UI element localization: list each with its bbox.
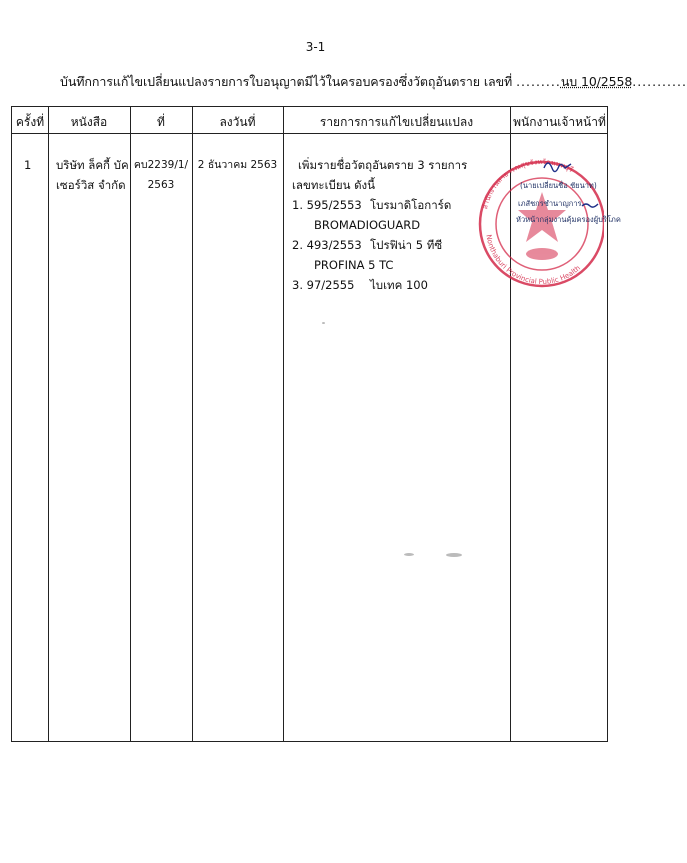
header-letter: หนังสือ bbox=[70, 115, 108, 129]
header-date: ลงวันที่ bbox=[219, 115, 256, 129]
change-item-sub: PROFINA 5 TC bbox=[314, 258, 394, 272]
item-number: 3. 97/2555 bbox=[292, 278, 355, 292]
column-divider bbox=[283, 107, 284, 741]
column-divider bbox=[48, 107, 49, 741]
registration-number: นบ 10/2558 bbox=[560, 74, 633, 89]
row-date: 2 ธันวาคม 2563 bbox=[197, 159, 278, 171]
row-no: 1 bbox=[24, 158, 32, 172]
row-ref bbox=[130, 155, 192, 195]
item-name: โปรฟิน่า 5 ทีซี bbox=[370, 238, 443, 252]
official-stamp bbox=[474, 150, 621, 300]
header-officer: พนักงานเจ้าหน้าที่ bbox=[513, 115, 606, 129]
ref-line: 2563 bbox=[147, 179, 175, 191]
scan-speck bbox=[322, 322, 325, 324]
scan-speck bbox=[446, 553, 462, 557]
header-changes: รายการการแก้ไขเปลี่ยนแปลง bbox=[319, 115, 474, 129]
scan-speck bbox=[404, 553, 414, 556]
changes-intro: เลขทะเบียน ดังนี้ bbox=[292, 178, 376, 192]
changes-intro: เพิ่มรายชื่อวัตถุอันตราย 3 รายการ bbox=[298, 158, 468, 172]
title-dots-before: ......... bbox=[516, 74, 561, 89]
stamp-ring-top: สำนักงานสาธารณสุขจังหวัดนนทบุรี bbox=[481, 157, 575, 211]
ref-line: คบ2239/1/ bbox=[133, 159, 189, 171]
stamp-signature-line: (นายเปลี่ยนชื่อ ชัยนาท) bbox=[520, 181, 597, 190]
item-number: 2. 493/2553 bbox=[292, 238, 362, 252]
title-text: บันทึกการแก้ไขเปลี่ยนแปลงรายการใบอนุญาตมีไว้ในครอบครองซึ่งวัตถุอันตราย เลขที่ bbox=[60, 74, 513, 89]
header-ref: ที่ bbox=[157, 115, 165, 129]
page-number: 3-1 bbox=[305, 40, 326, 54]
stamp-signature-line: หัวหน้ากลุ่มงานคุ้มครองผู้บริโภค bbox=[516, 215, 621, 224]
change-item-sub: BROMADIOGUARD bbox=[314, 218, 421, 232]
title-dots-after: ........... bbox=[632, 74, 687, 89]
stamp-ring-bottom: Nonthaburi Provincial Public Health bbox=[484, 233, 583, 287]
item-name: ไบเทค 100 bbox=[370, 278, 428, 292]
row-letter bbox=[56, 155, 130, 195]
item-number: 1. 595/2553 bbox=[292, 198, 362, 212]
document-title bbox=[60, 72, 687, 92]
column-divider bbox=[130, 107, 131, 741]
letter-line: บริษัท ล็คกี้ บัค bbox=[56, 158, 129, 172]
stamp-signature-line: เภสัชกรชำนาญการ bbox=[518, 199, 582, 208]
column-divider bbox=[192, 107, 193, 741]
item-name: โบรมาดิโอการ์ด bbox=[370, 198, 452, 212]
header-divider bbox=[12, 133, 607, 134]
header-no: ครั้งที่ bbox=[15, 115, 45, 129]
letter-line: เซอร์วิส จำกัด bbox=[56, 178, 126, 192]
